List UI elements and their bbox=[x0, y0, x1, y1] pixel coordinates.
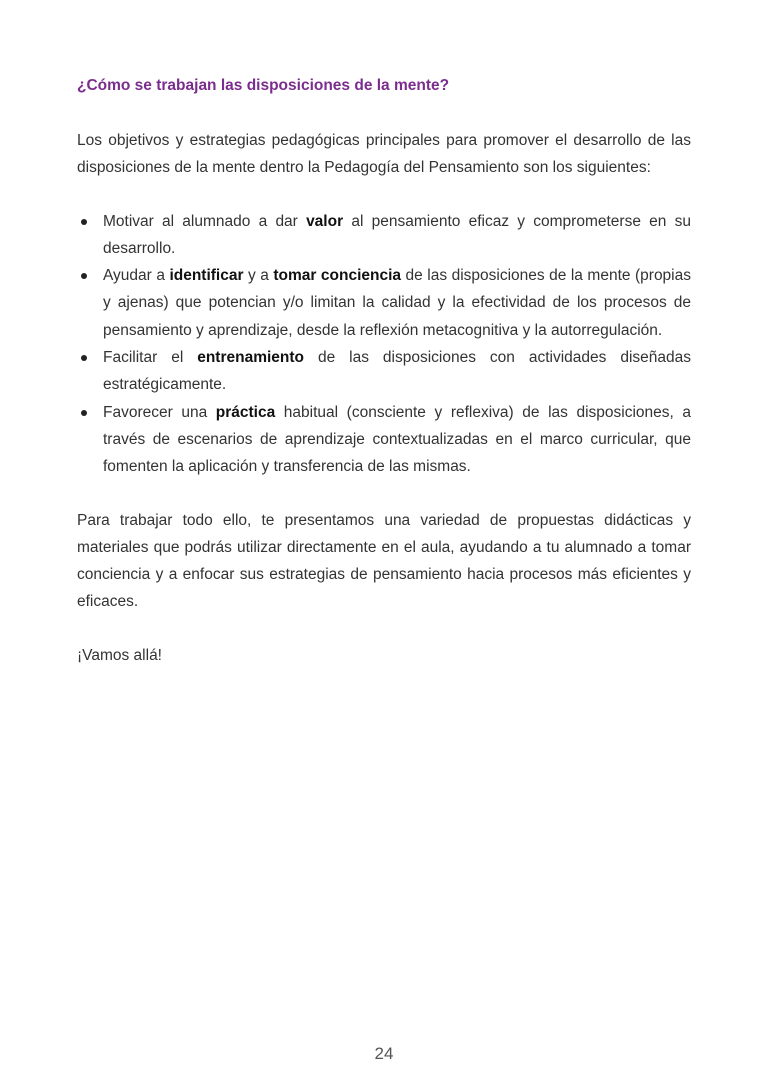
final-exclamation: ¡Vamos allá! bbox=[77, 646, 162, 664]
list-item bbox=[77, 399, 691, 481]
bullet-dot-icon bbox=[81, 273, 87, 279]
list-text: habitual (consciente y reflexiva) de las disposiciones, a través de escenarios de aprendizaje contextualizadas en el marco curricular, que fomenten la aplicación y transferencia de las mismas. bbox=[103, 403, 691, 476]
list-text: de las disposiciones con actividades diseñadas estratégicamente. bbox=[103, 349, 691, 394]
emphasis-text: identificar bbox=[169, 267, 244, 285]
bullet-dot-icon bbox=[81, 219, 87, 225]
list-text: Favorecer una bbox=[103, 403, 216, 421]
emphasis-text: valor bbox=[306, 212, 344, 230]
list-text: Ayudar a bbox=[103, 267, 170, 285]
document-page bbox=[77, 74, 691, 669]
list-text: Facilitar el bbox=[103, 349, 198, 367]
emphasis-text: práctica bbox=[215, 403, 276, 421]
page-number: 24 bbox=[374, 1044, 394, 1063]
objectives-list bbox=[77, 208, 691, 481]
bullet-dot-icon bbox=[81, 355, 87, 361]
list-text: Motivar al alumnado a dar bbox=[103, 212, 307, 230]
list-item bbox=[77, 344, 691, 399]
list-text: al pensamiento eficaz y comprometerse en su desarrollo. bbox=[103, 212, 691, 257]
intro-paragraph: Los objetivos y estrategias pedagógicas principales para promover el desarrollo de las disposiciones de la mente dentro la Pedagogía del Pensamiento son los siguientes: bbox=[77, 132, 691, 177]
list-text: y a bbox=[243, 267, 274, 285]
list-item bbox=[77, 262, 691, 344]
list-text: de las disposiciones de la mente (propias y ajenas) que potencian y/o limitan la calidad y la efectividad de los procesos de pensamiento y aprendizaje, desde la reflexión metacognitiva y la autorregulación. bbox=[103, 267, 691, 339]
section-heading: ¿Cómo se trabajan las disposiciones de la mente? bbox=[77, 77, 450, 94]
list-item bbox=[77, 208, 691, 263]
closing-paragraph: Para trabajar todo ello, te presentamos una variedad de propuestas didácticas y materiales que podrás utilizar directamente en el aula, ayudando a tu alumnado a tomar conciencia y a enfocar sus estrategias de pensamiento hacia procesos más eficientes y eficaces. bbox=[77, 511, 691, 611]
emphasis-text: entrenamiento bbox=[197, 349, 305, 367]
emphasis-text: tomar conciencia bbox=[273, 267, 402, 285]
bullet-dot-icon bbox=[81, 410, 87, 416]
